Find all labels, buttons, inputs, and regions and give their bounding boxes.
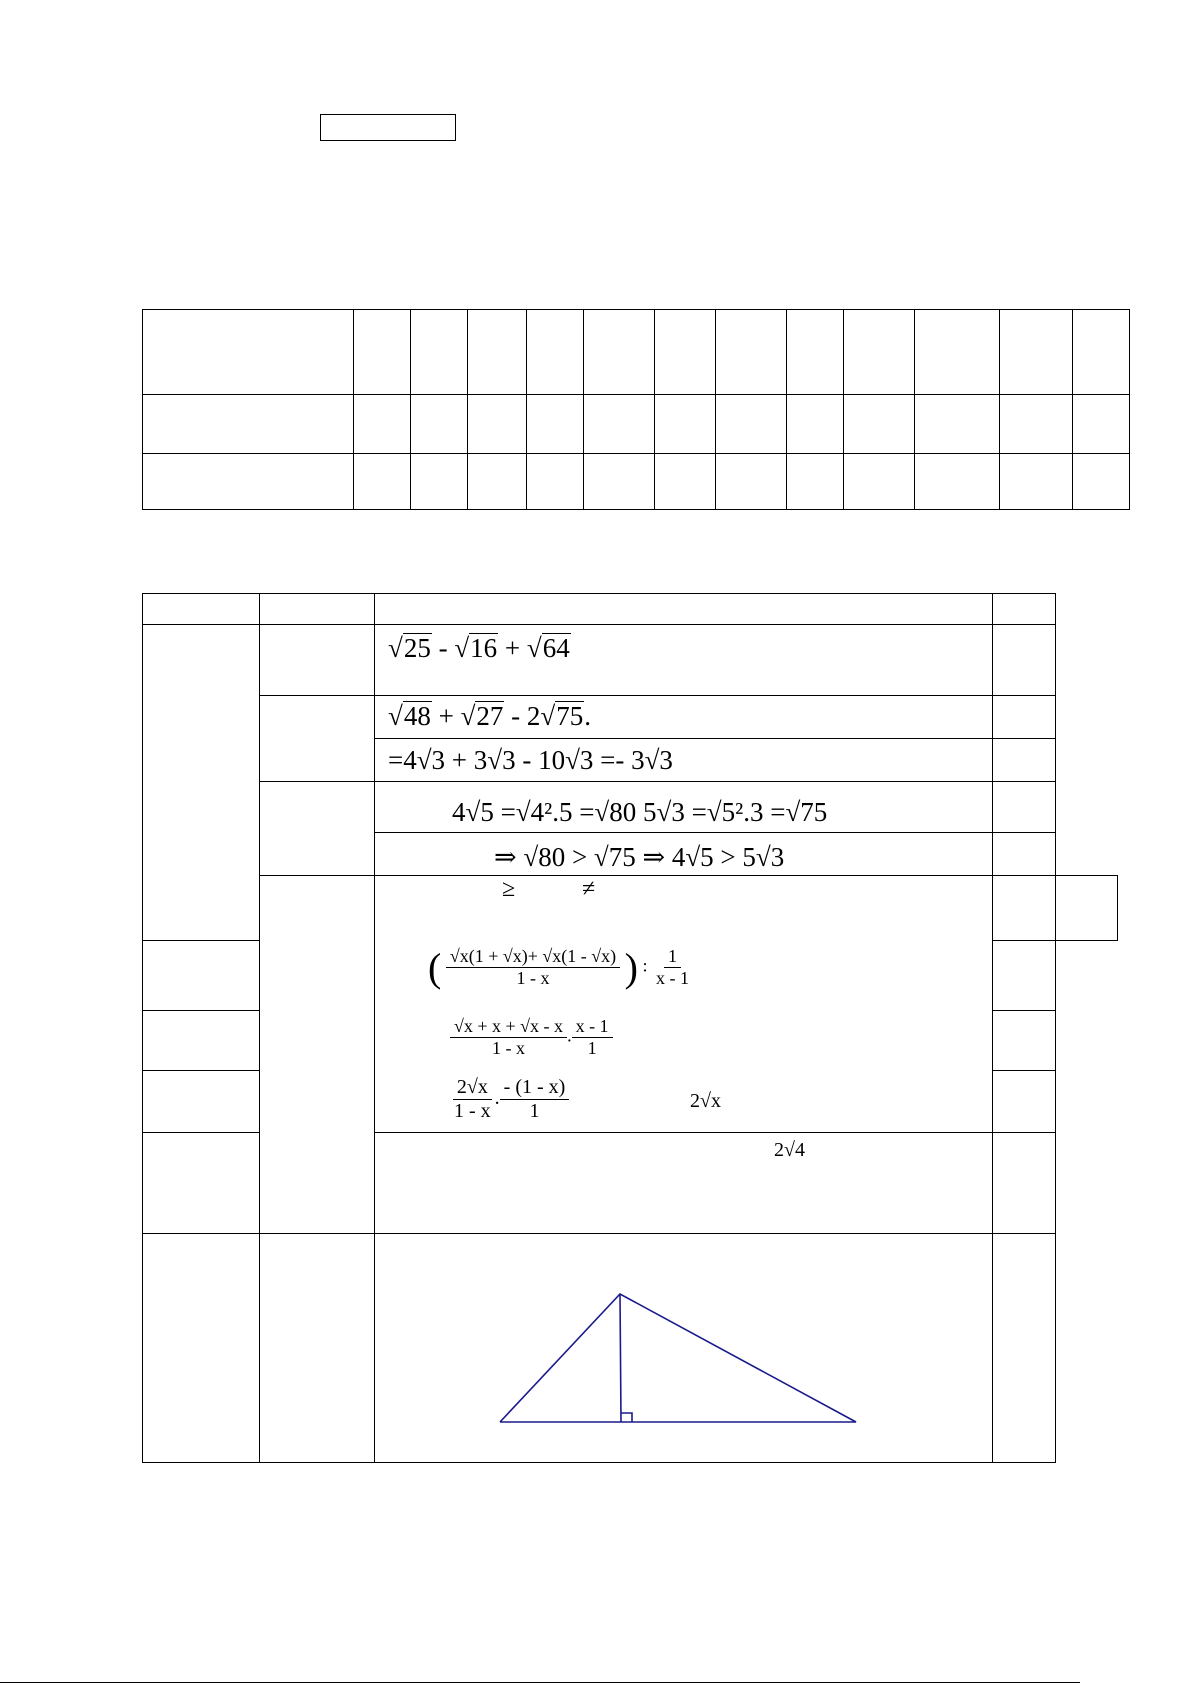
q2-step3: $\frac{2√x}{1 - x}$ . $\frac{- (1 - x)}{1}$ [450,1076,569,1123]
q2-ne-symbol: ≠ [582,876,596,902]
q2-step3-result: 2√x [690,1090,721,1112]
q1b-expression: √48 + √27 - 2√75. [388,701,591,731]
q1c-comparison: ⇒ √80 > √75 ⇒ 4√5 > 5√3 [494,842,785,872]
header-box [320,114,456,141]
q2-ge-symbol: ≥ [502,876,516,902]
triangle-figure [490,1288,860,1428]
q1c-conversion: 4√5 =√4².5 =√80 5√3 =√5².3 =√75 [452,797,828,827]
q1b-result: =4√3 + 3√3 - 10√3 =- 3√3 [388,745,673,775]
q1a-expression: √25 - √16 + √64 [388,633,570,663]
answer-grid [142,309,1130,510]
q2-step1: ( $\frac{√x(1 + √x)+ √x(1 - √x)}{1 - x}$ ) : $\frac{1}{x - 1}$ [428,945,689,990]
footer-rule [0,1682,1080,1683]
q2-step2: $\frac{√x + x + √x - x}{1 - x}$ . $\frac{x - 1}{1}$ [450,1016,613,1059]
q2-partb-value: 2√4 [774,1139,805,1161]
